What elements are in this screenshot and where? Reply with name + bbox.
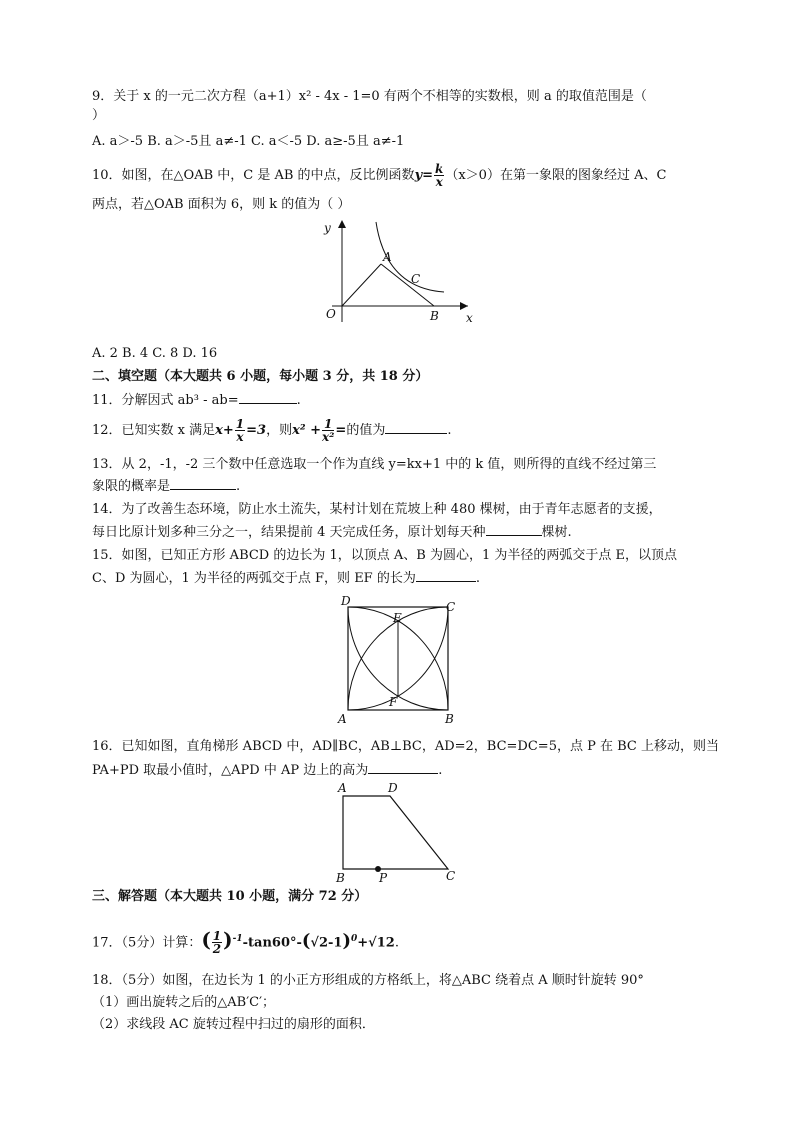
q12-answer-blank[interactable] xyxy=(385,421,447,434)
q16-end: . xyxy=(438,763,443,778)
q10-x-arrow-icon xyxy=(460,302,468,310)
q14-text-end: 棵树. xyxy=(541,525,572,540)
q12-expr1-num: 1 xyxy=(235,417,245,431)
q17-paren2-close: ) xyxy=(342,930,351,952)
q10-func-denominator: x xyxy=(435,175,443,189)
q15-label-d: D xyxy=(341,596,351,608)
q11-answer-blank[interactable] xyxy=(239,391,297,404)
q10-label-y: y xyxy=(324,221,331,235)
q17-half-num: 1 xyxy=(212,929,222,944)
q10-options: A. 2 B. 4 C. 8 D. 16 xyxy=(92,346,218,361)
q17 xyxy=(92,928,399,955)
q12-expr2-b: = xyxy=(335,423,347,438)
q10-label-b: B xyxy=(430,309,439,323)
q17-paren-open: ( xyxy=(201,927,211,952)
q17-text: 17．（5分）计算： xyxy=(92,935,202,951)
q15-label-f: F xyxy=(389,695,398,709)
q12-expr2-num: 1 xyxy=(322,418,334,431)
q17-paren2-open: ( xyxy=(301,930,311,952)
q14-answer-blank[interactable] xyxy=(486,523,542,536)
q9-stem: 9．关于 x 的一元二次方程（a+1）x² - 4x - 1=0 有两个不相等的实数根，则 a 的取值范围是（ xyxy=(92,89,647,104)
q16-label-b: B xyxy=(336,871,345,884)
q9-stem-cont: ） xyxy=(92,108,106,123)
section-solve-heading: 三、解答题（本大题共 10 小题，满分 72 分） xyxy=(92,889,368,904)
q12-expr1-den: x xyxy=(236,430,244,444)
q12 xyxy=(92,418,451,443)
section-fill-blank-heading: 二、填空题（本大题共 6 小题，每小题 3 分，共 18 分） xyxy=(92,369,429,384)
q15-label-c: C xyxy=(446,600,456,614)
q12-expr1-fraction xyxy=(235,418,245,443)
q13-end: . xyxy=(236,479,241,494)
q9-options: A. a＞-5 B. a＞-5且 a≠-1 C. a＜-5 D. a≥-5且 a≠-1 xyxy=(92,134,405,149)
q15-text: C、D 为圆心，1 为半径的两弧交于点 F，则 EF 的长为 xyxy=(92,571,416,586)
q17-minus1: -1 xyxy=(328,935,343,951)
q17-half-den: 2 xyxy=(212,942,222,957)
q12-mid: ，则 xyxy=(266,423,293,438)
q17-half-fraction xyxy=(212,930,222,955)
q16-label-c: C xyxy=(446,869,456,883)
q17-paren-close: ) xyxy=(223,927,233,952)
q13-stem-line2 xyxy=(92,477,240,496)
q18-part2: （2）求线段 AC 旋转过程中扫过的扇形的面积． xyxy=(92,1017,375,1032)
q12-expr2-a: x² + xyxy=(292,423,321,438)
q10-segment-oa xyxy=(342,264,381,306)
q13-answer-blank[interactable] xyxy=(170,477,236,490)
q15-answer-blank[interactable] xyxy=(416,569,476,582)
q13-text: 象限的概率是 xyxy=(92,479,171,494)
q17-sqrt2: √2 xyxy=(310,935,329,951)
q10-label-o: O xyxy=(326,307,336,321)
q18-stem: 18．（5分）如图，在边长为 1 的小正方形组成的方格纸上，将△ABC 绕着点 A 顺时针旋转 90° xyxy=(92,973,644,988)
q16-trapezoid xyxy=(343,796,448,869)
q12-text: 12．已知实数 x 满足 xyxy=(92,423,216,438)
q15-end: . xyxy=(475,571,480,586)
q10-stem xyxy=(92,163,666,188)
q18-part1: （1）画出旋转之后的△AB′C′； xyxy=(92,995,276,1010)
q12-expr2-den: x² xyxy=(322,430,335,444)
q12-expr1-a: x+ xyxy=(215,423,234,438)
q17-sqrt12: √12 xyxy=(368,935,395,951)
q10-func-fraction xyxy=(434,163,444,188)
q17-exp-0: 0 xyxy=(351,934,358,944)
q16-label-d: D xyxy=(388,781,398,795)
q10-stem-line2: 两点，若△OAB 面积为 6，则 k 的值为（ ） xyxy=(92,197,351,212)
q14-text: 每日比原计划多种三分之一，结果提前 4 天完成任务，原计划每天种 xyxy=(92,525,486,540)
q11-end: . xyxy=(296,393,301,408)
q10-label-a: A xyxy=(383,250,392,264)
q15-label-a: A xyxy=(338,712,347,726)
q12-expr1-b: =3 xyxy=(246,423,267,438)
q17-tan: -tan60°- xyxy=(242,935,302,951)
q12-post: 的值为 xyxy=(346,423,386,438)
q10-func-numerator: k xyxy=(435,162,444,176)
q12-end: . xyxy=(447,423,452,438)
q10-segment-ab xyxy=(381,264,434,306)
q15-stem-line2 xyxy=(92,569,480,588)
q10-figure xyxy=(310,218,480,330)
q16-figure xyxy=(332,780,462,884)
q10-stem-text-2: （x＞0）在第一象限的图象经过 A、C xyxy=(445,168,667,183)
q10-stem-text: 10．如图，在△OAB 中，C 是 AB 的中点，反比例函数 xyxy=(92,168,415,183)
q16-stem: 16．已知如图，直角梯形 ABCD 中，AD∥BC，AB⊥BC，AD=2，BC=DC=5，点 P 在 BC 上移动，则当 xyxy=(92,739,719,754)
q14-stem-line2 xyxy=(92,523,572,542)
q15-stem: 15．如图，已知正方形 ABCD 的边长为 1，以顶点 A、B 为圆心，1 为半径的两弧交于点 E，以顶点 xyxy=(92,548,677,563)
q17-exp-neg1: -1 xyxy=(232,934,243,944)
q16-stem-line2 xyxy=(92,761,442,780)
q12-expr2-fraction xyxy=(322,418,334,443)
q14-stem: 14．为了改善生态环境，防止水土流失，某村计划在荒坡上种 480 棵树，由于青年志愿者的支援， xyxy=(92,502,662,517)
q17-end: . xyxy=(394,935,399,951)
q10-label-c: C xyxy=(411,272,421,286)
q15-label-b: B xyxy=(445,712,454,726)
q17-plus: + xyxy=(357,935,369,951)
q10-label-x: x xyxy=(466,311,473,325)
q16-label-p: P xyxy=(379,871,388,884)
q15-label-e: E xyxy=(393,611,402,625)
q10-y-arrow-icon xyxy=(338,220,346,228)
q16-answer-blank[interactable] xyxy=(368,761,438,774)
q15-figure xyxy=(335,596,461,726)
q11 xyxy=(92,391,301,410)
q13-stem: 13．从 2，-1，-2 三个数中任意选取一个作为直线 y=kx+1 中的 k 值，则所得的直线不经过第三 xyxy=(92,457,657,472)
q16-label-a: A xyxy=(338,781,347,795)
q11-text: 11．分解因式 ab³ - ab= xyxy=(92,393,239,408)
q10-func-y: y= xyxy=(414,168,434,183)
q16-text: PA+PD 取最小值时，△APD 中 AP 边上的高为 xyxy=(92,763,369,778)
